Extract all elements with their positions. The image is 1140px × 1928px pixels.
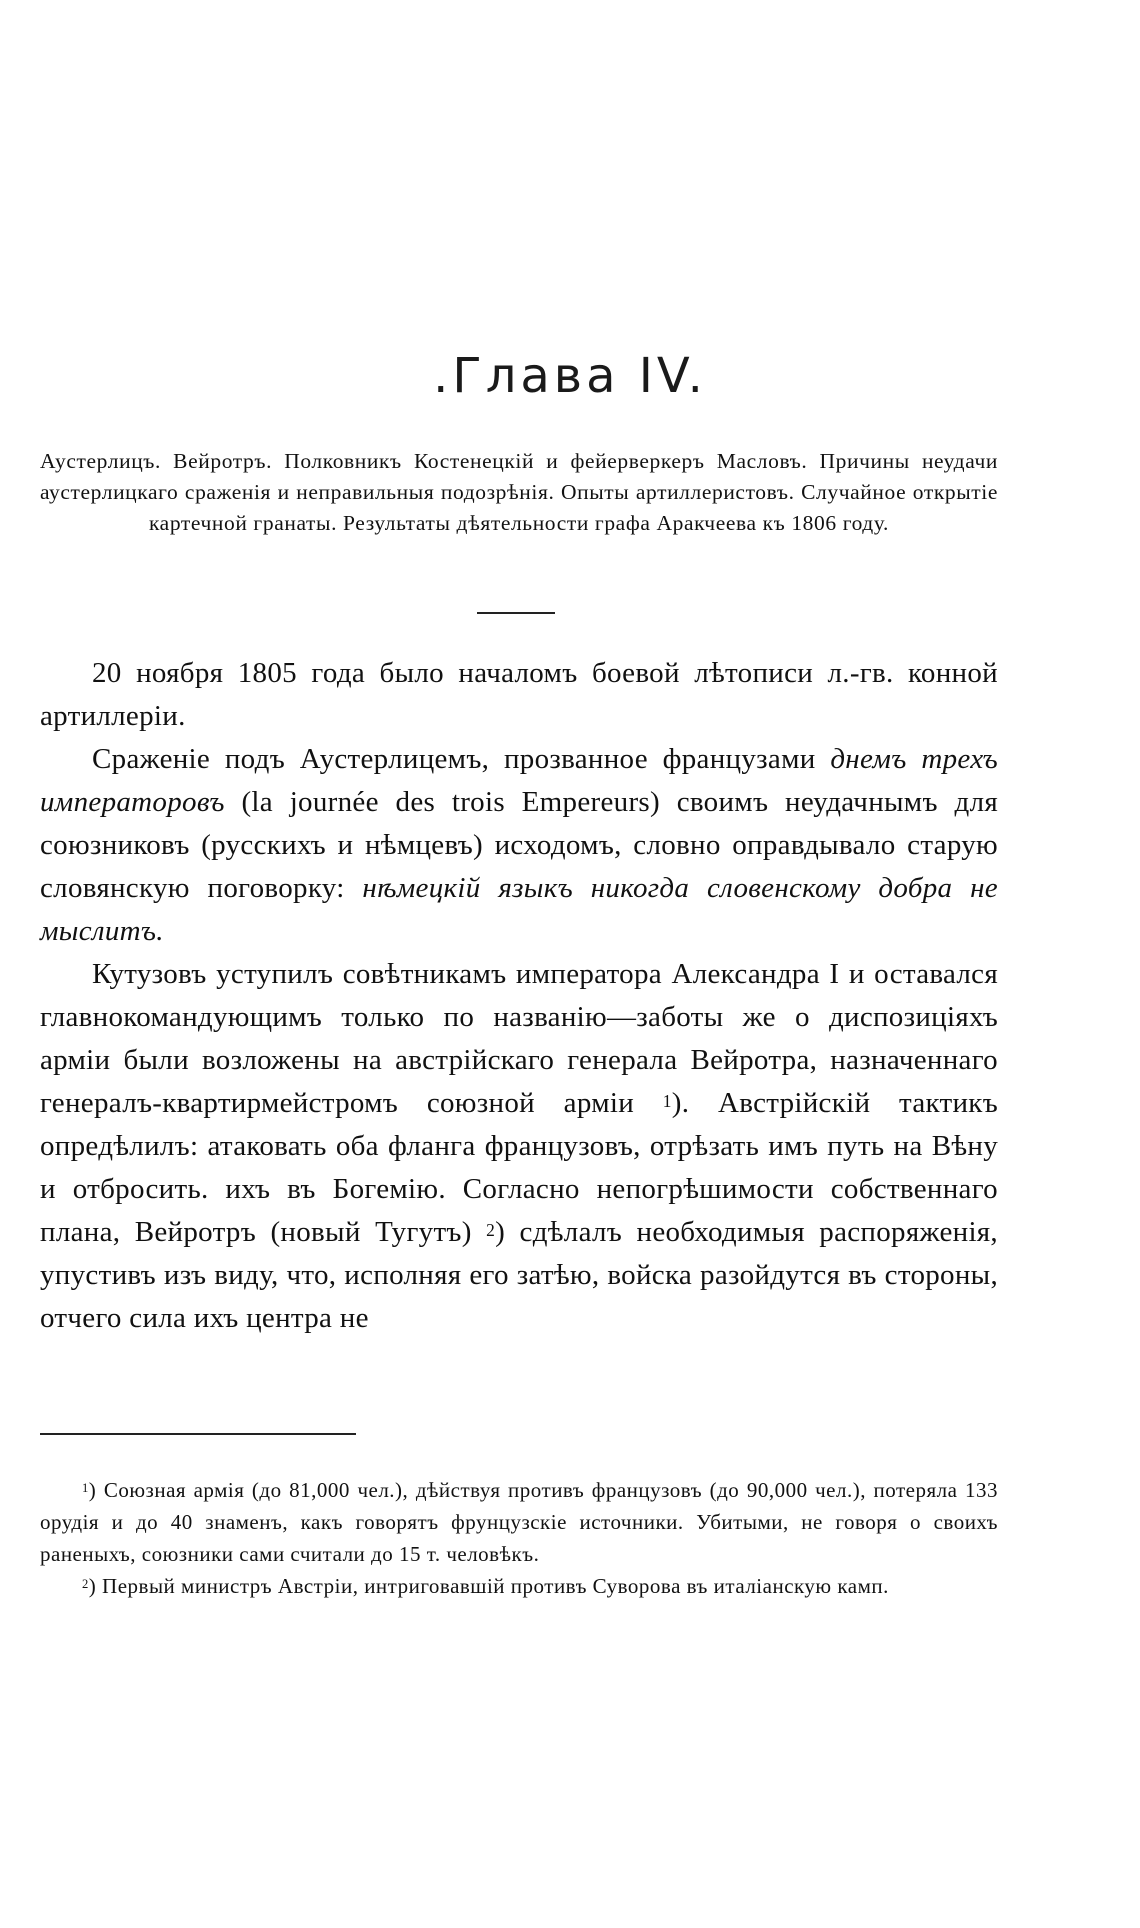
paragraph-2-italic-2: нѣмецкій языкъ никогда словенскому добра не мыслитъ. (40, 872, 998, 947)
chapter-summary: Аустерлицъ. Вейротръ. Полковникъ Костенецкій и фейерверкеръ Масловъ. Причины неудачи аустерлицкаго сраженія и неправильныя подозрѣнія. Опыты артиллеристовъ. Случайное открытіе картечной гранаты. Результаты дѣятельности графа Аракчеева къ 1806 году. (40, 449, 998, 535)
footnote-2-text: ) Первый министръ Австріи, интриговавшій противъ Суворова въ италіанскую камп. (88, 1574, 889, 1598)
chapter-title: .Глава IV. (433, 348, 707, 404)
paragraph-3-text-b: ). Австрійскій тактикъ опредѣлилъ: атаковать оба фланга французовъ, отрѣзать имъ путь на Вѣну и отбросить. ихъ въ Богемію. Согласно непогрѣшимости собственнаго плана, Вейротръ (новый Тугутъ) (40, 1087, 998, 1248)
footnote-ref-1: 1 (662, 1091, 672, 1111)
paragraph-3-text-c: ) сдѣлалъ необходимыя распоряженія, упустивъ изъ виду, что, исполняя его затѣю, войска разойдутся въ стороны, отчего сила ихъ центра не (40, 1216, 998, 1334)
paragraph-2-italic-1: днемъ трехъ императоровъ (40, 743, 998, 818)
paragraph-3-text-a: Кутузовъ уступилъ совѣтникамъ императора Александра I и оставался главнокомандующимъ только по названію—заботы же о диспозиціяхъ арміи были возложены на австрійскаго генерала Вейротра, назначеннаго генералъ-квартирмейстромъ союзной арміи (40, 958, 998, 1119)
footnote-1-text: ) Союзная армія (до 81,000 чел.), дѣйствуя противъ французовъ (до 90,000 чел.), потеряла 133 орудія и до 40 знаменъ, какъ говорятъ фрунцузскіе источники. Убитыми, не говоря о своихъ раненыхъ, союзники сами считали до 15 т. человѣкъ. (40, 1478, 998, 1566)
paragraph-1 (40, 652, 998, 738)
main-text (40, 652, 998, 1340)
footnote-1 (40, 1474, 998, 1570)
footnote-1-mark: 1 (82, 1481, 89, 1495)
footnote-2-mark: 2 (82, 1577, 89, 1591)
footnote-2 (40, 1570, 998, 1602)
paragraph-3 (40, 953, 998, 1340)
section-divider (477, 612, 555, 614)
footnote-separator (40, 1433, 356, 1435)
paragraph-2-text-a: Сраженіе подъ Аустерлицемъ, прозванное французами (92, 743, 816, 775)
footnotes (40, 1474, 998, 1602)
paragraph-2 (40, 738, 998, 953)
footnote-ref-2: 2 (486, 1220, 496, 1240)
paragraph-1-text: 20 ноября 1805 года было началомъ боевой лѣтописи л.-гв. конной артиллеріи. (40, 657, 998, 732)
paragraph-2-text-b: (la journée des trois Empereurs) своимъ неудачнымъ для союзниковъ (русскихъ и нѣмцевъ) исходомъ, словно оправдывало старую словянскую поговорку: (40, 786, 998, 904)
